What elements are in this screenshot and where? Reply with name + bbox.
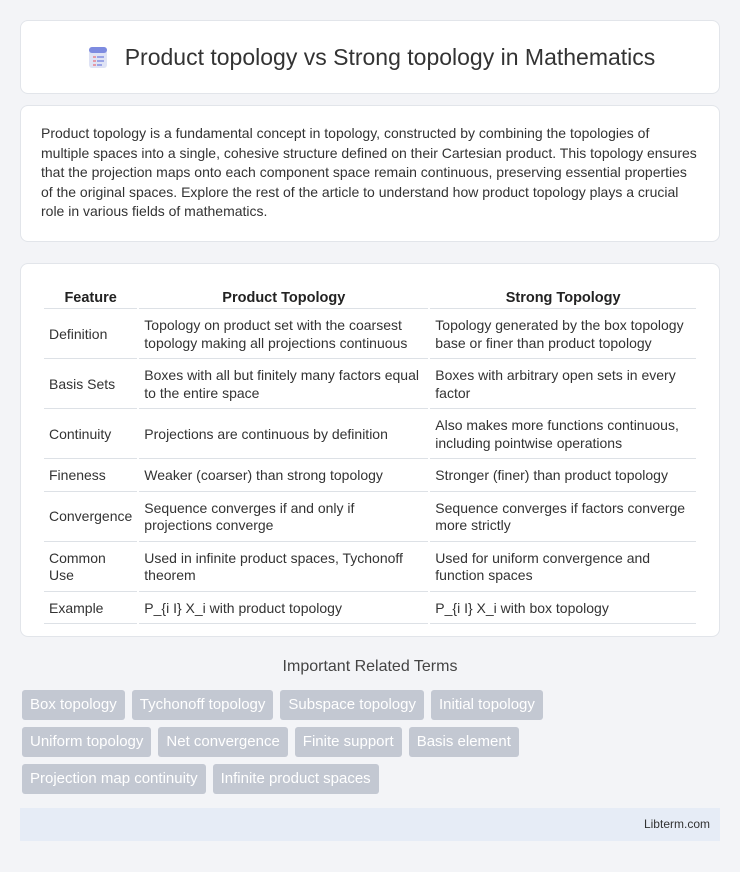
header-strong-topology: Strong Topology [430, 286, 696, 309]
product-cell: Sequence converges if and only if projections converge [139, 494, 428, 542]
table-header-row [44, 286, 696, 309]
tag-net-convergence[interactable]: Net convergence [158, 727, 287, 757]
tag-infinite-product-spaces[interactable]: Infinite product spaces [213, 764, 379, 794]
feature-cell: Fineness [44, 461, 137, 492]
tag-uniform-topology[interactable]: Uniform topology [22, 727, 151, 757]
tag-row [22, 727, 722, 757]
title-card [20, 20, 720, 94]
related-terms-tags [22, 690, 722, 801]
feature-cell: Example [44, 594, 137, 625]
related-terms-title: Important Related Terms [282, 658, 458, 675]
table-row [44, 411, 696, 459]
feature-cell: Basis Sets [44, 361, 137, 409]
tag-row [22, 690, 722, 720]
strong-cell: Stronger (finer) than product topology [430, 461, 696, 492]
product-cell: Weaker (coarser) than strong topology [139, 461, 428, 492]
header-feature: Feature [44, 286, 137, 309]
tag-finite-support[interactable]: Finite support [295, 727, 402, 757]
product-cell: Topology on product set with the coarsest topology making all projections continuous [139, 311, 428, 359]
table-row [44, 461, 696, 492]
strong-cell: Sequence converges if factors converge more strictly [430, 494, 696, 542]
comparison-table-card [20, 263, 720, 637]
strong-cell: P_{i I} X_i with box topology [430, 594, 696, 625]
feature-cell: Convergence [44, 494, 137, 542]
footer-site-link[interactable]: Libterm.com [643, 817, 710, 831]
feature-cell: Definition [44, 311, 137, 359]
product-cell: Used in infinite product spaces, Tychonoff theorem [139, 544, 428, 592]
tag-projection-map-continuity[interactable]: Projection map continuity [22, 764, 206, 794]
strong-cell: Used for uniform convergence and function spaces [430, 544, 696, 592]
table-row [44, 361, 696, 409]
table-row [44, 594, 696, 625]
intro-card [20, 105, 720, 242]
page-title: Product topology vs Strong topology in Mathematics [124, 43, 656, 70]
tag-initial-topology[interactable]: Initial topology [431, 690, 543, 720]
tag-tychonoff-topology[interactable]: Tychonoff topology [132, 690, 274, 720]
strong-cell: Also makes more functions continuous, including pointwise operations [430, 411, 696, 459]
table-row [44, 544, 696, 592]
table-row [44, 311, 696, 359]
strong-cell: Topology generated by the box topology base or finer than product topology [430, 311, 696, 359]
feature-cell: Common Use [44, 544, 137, 592]
product-cell: P_{i I} X_i with product topology [139, 594, 428, 625]
feature-cell: Continuity [44, 411, 137, 459]
comparison-table [42, 284, 698, 626]
tag-subspace-topology[interactable]: Subspace topology [280, 690, 424, 720]
intro-text: Product topology is a fundamental concept in topology, constructed by combining the topologies of multiple spaces into a single, cohesive structure defined on their Cartesian product. This topology ensures that the projection maps onto each component space remain continuous, preserving essential properties of the original spaces. Explore the rest of the article to understand how product topology plays a crucial role in various fields of mathematics. [41, 125, 697, 219]
tag-box-topology[interactable]: Box topology [22, 690, 125, 720]
strong-cell: Boxes with arbitrary open sets in every factor [430, 361, 696, 409]
product-cell: Boxes with all but finitely many factors equal to the entire space [139, 361, 428, 409]
footer [20, 808, 720, 841]
tag-basis-element[interactable]: Basis element [409, 727, 519, 757]
header-product-topology: Product Topology [139, 286, 428, 309]
document-list-icon [85, 44, 111, 70]
tag-row [22, 764, 722, 794]
product-cell: Projections are continuous by definition [139, 411, 428, 459]
table-row [44, 494, 696, 542]
